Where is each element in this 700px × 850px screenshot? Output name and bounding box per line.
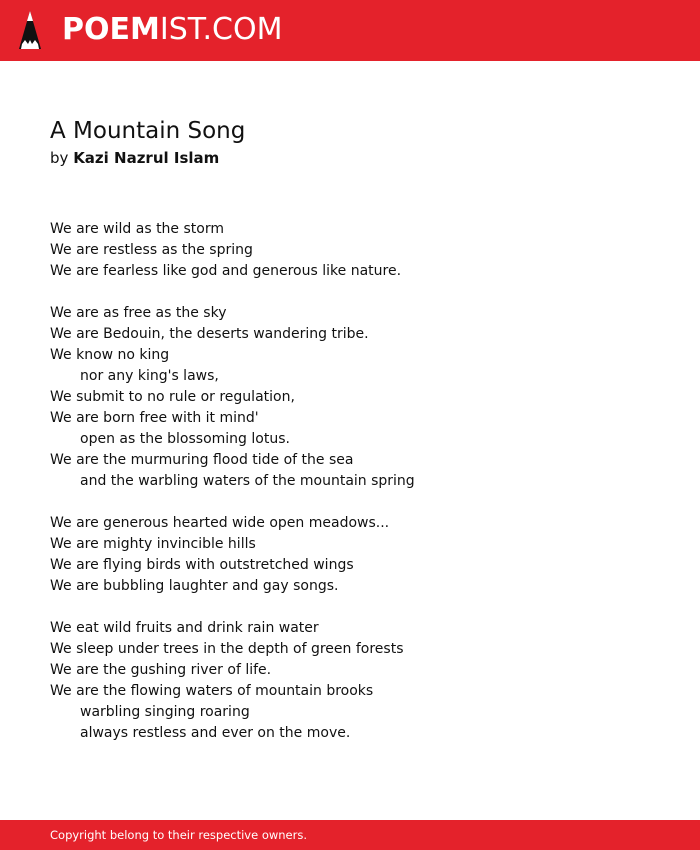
poem-line: We are the gushing river of life. (50, 662, 272, 678)
poem-line: We sleep under trees in the depth of green forests (50, 641, 404, 657)
poem-line: We submit to no rule or regulation, (50, 389, 295, 405)
poem-stanza (50, 303, 670, 492)
site-header (0, 0, 700, 61)
poem-line: always restless and ever on the move. (80, 725, 351, 741)
poem-line: warbling singing roaring (80, 704, 250, 720)
site-logo-text[interactable] (62, 12, 282, 48)
poem-line: We are the flowing waters of mountain brooks (50, 683, 374, 699)
poem-line: We are as free as the sky (50, 305, 227, 321)
site-footer (0, 820, 700, 850)
poem-body (50, 219, 670, 744)
brand-bold-text: POEM (62, 12, 160, 47)
poem-line: We eat wild fruits and drink rain water (50, 620, 319, 636)
poem-line: We are generous hearted wide open meadows... (50, 515, 390, 531)
poem-line: nor any king's laws, (80, 368, 219, 384)
poem-stanza (50, 618, 670, 744)
byline-prefix: by (50, 149, 69, 167)
poem-line: We are born free with it mind' (50, 410, 259, 426)
poem-stanza (50, 219, 670, 282)
poem-line: We are Bedouin, the deserts wandering tribe. (50, 326, 369, 342)
poem-stanza (50, 513, 670, 597)
poem-line: We are mighty invincible hills (50, 536, 256, 552)
poem-line: and the warbling waters of the mountain spring (80, 473, 415, 489)
pencil-mountain-icon[interactable] (18, 10, 42, 50)
poem-line: We are wild as the storm (50, 221, 224, 237)
poem-line: We are restless as the spring (50, 242, 253, 258)
poem-title: A Mountain Song (50, 118, 246, 144)
poem-line: We are the murmuring flood tide of the sea (50, 452, 354, 468)
brand-light-text: IST.COM (159, 12, 283, 47)
poem-line: We are bubbling laughter and gay songs. (50, 578, 339, 594)
poem-line: We are flying birds with outstretched wings (50, 557, 354, 573)
poem-line: We are fearless like god and generous like nature. (50, 263, 402, 279)
poem-line: We know no king (50, 347, 170, 363)
copyright-text: Copyright belong to their respective owners. (50, 828, 308, 842)
poem-author: Kazi Nazrul Islam (73, 149, 220, 167)
poem-byline (50, 148, 219, 169)
poem-line: open as the blossoming lotus. (80, 431, 290, 447)
